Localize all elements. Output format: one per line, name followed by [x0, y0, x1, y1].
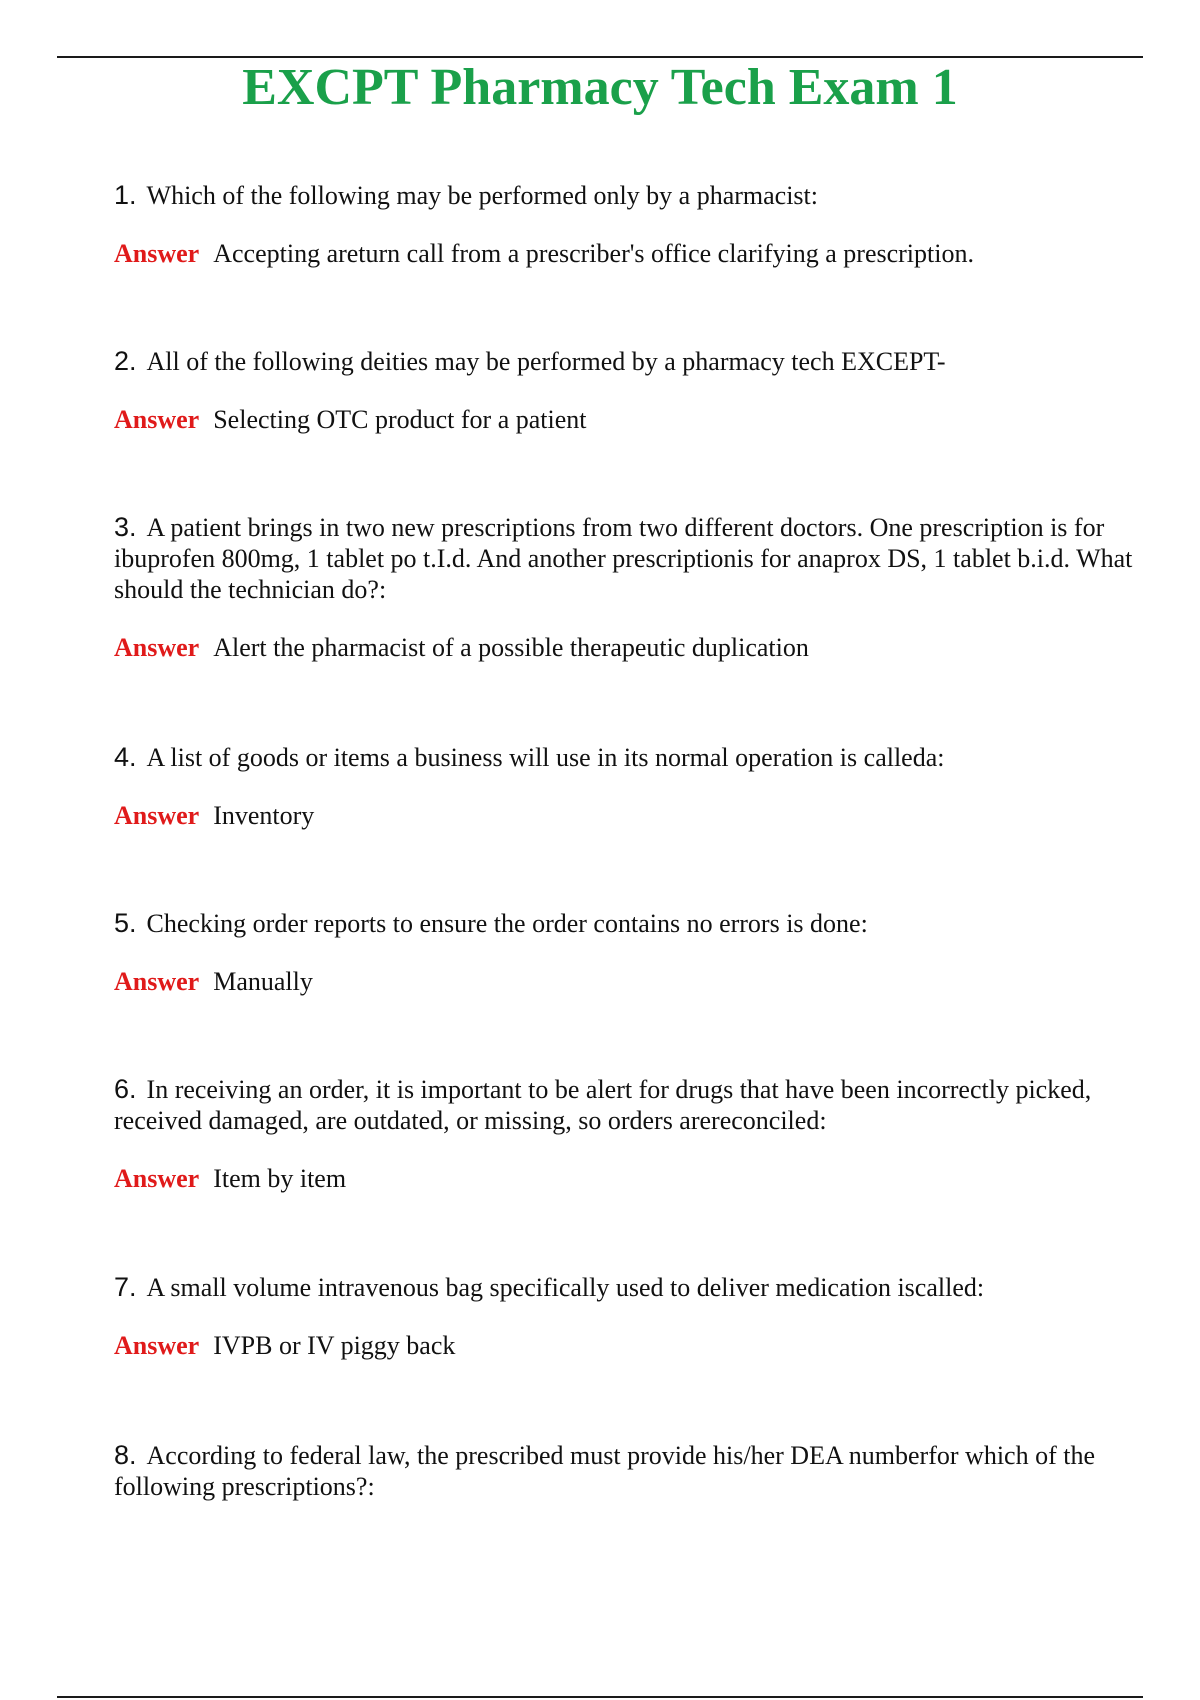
answer-text: Item by item: [213, 1164, 347, 1193]
answer-label: Answer: [114, 239, 200, 268]
answer-text: IVPB or IV piggy back: [213, 1331, 456, 1360]
answer-text: Manually: [213, 967, 313, 996]
question-text: All of the following deities may be performed by a pharmacy tech EXCEPT-: [146, 347, 946, 376]
answer-text: Inventory: [213, 801, 315, 830]
answer-block: [114, 800, 944, 831]
question-text: A patient brings in two new prescriptions from two different doctors. One prescription is for ibuprofen 800mg, 1 tablet po t.I.d. And another prescriptionis for anaprox DS, 1 tablet b.i.d. What should the technician do?:: [114, 513, 1133, 604]
question-number: 3.: [114, 512, 137, 542]
question-item: [114, 180, 974, 269]
answer-block: [114, 632, 1144, 663]
question-text-block: [114, 346, 946, 377]
answer-label: Answer: [114, 801, 200, 830]
answer-block: [114, 966, 868, 997]
answer-label: Answer: [114, 967, 200, 996]
answer-block: [114, 238, 974, 269]
question-number: 8.: [114, 1440, 137, 1470]
question-text-block: [114, 908, 868, 939]
answer-block: [114, 1330, 984, 1361]
question-item: [114, 512, 1144, 663]
question-text: A small volume intravenous bag specifically used to deliver medication iscalled:: [146, 1273, 985, 1302]
question-text: According to federal law, the prescribed must provide his/her DEA numberfor which of the following prescriptions?:: [114, 1441, 1095, 1501]
question-item: [114, 908, 868, 997]
answer-text: Alert the pharmacist of a possible therapeutic duplication: [213, 633, 809, 662]
question-number: 4.: [114, 742, 137, 772]
question-number: 2.: [114, 346, 137, 376]
question-text-block: [114, 1440, 1144, 1502]
bottom-rule: [57, 1696, 1143, 1698]
question-item: [114, 346, 946, 435]
question-item: [114, 1272, 984, 1361]
answer-label: Answer: [114, 633, 200, 662]
answer-block: [114, 404, 946, 435]
question-text-block: [114, 742, 944, 773]
question-text: In receiving an order, it is important to be alert for drugs that have been incorrectly picked, received damaged, are outdated, or missing, so orders arereconciled:: [114, 1075, 1092, 1135]
answer-label: Answer: [114, 1164, 200, 1193]
answer-block: [114, 1163, 1144, 1194]
question-number: 5.: [114, 908, 137, 938]
question-text-block: [114, 1074, 1144, 1136]
question-text-block: [114, 512, 1144, 605]
question-number: 1.: [114, 180, 137, 210]
answer-text: Accepting areturn call from a prescriber's office clarifying a prescription.: [213, 239, 974, 268]
answer-text: Selecting OTC product for a patient: [213, 405, 587, 434]
question-text: Which of the following may be performed only by a pharmacist:: [146, 181, 818, 210]
question-item: [114, 1440, 1144, 1502]
question-item: [114, 742, 944, 831]
question-text: Checking order reports to ensure the order contains no errors is done:: [146, 909, 868, 938]
question-item: [114, 1074, 1144, 1194]
answer-label: Answer: [114, 1331, 200, 1360]
question-text-block: [114, 1272, 984, 1303]
answer-label: Answer: [114, 405, 200, 434]
page-title: EXCPT Pharmacy Tech Exam 1: [242, 59, 958, 116]
question-text-block: [114, 180, 974, 211]
question-number: 7.: [114, 1272, 137, 1302]
question-number: 6.: [114, 1074, 137, 1104]
question-text: A list of goods or items a business will use in its normal operation is calleda:: [146, 743, 945, 772]
